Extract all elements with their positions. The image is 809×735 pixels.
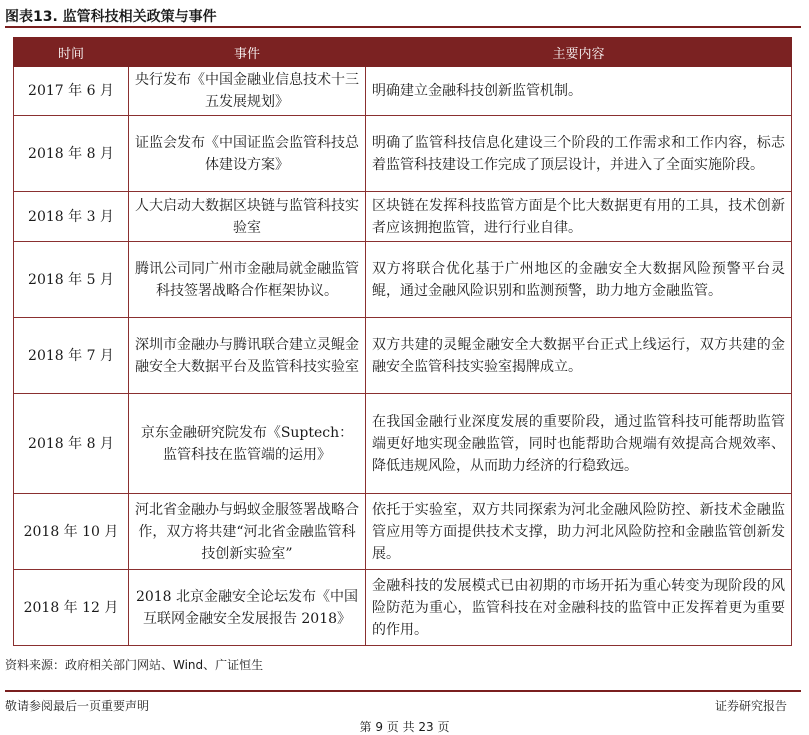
footer-disclaimer: 敬请参阅最后一页重要声明: [5, 699, 150, 713]
cell-time: 2018 年 12 月: [14, 570, 129, 646]
cell-time: 2018 年 3 月: [14, 192, 129, 242]
page-number: 第 9 页 共 23 页: [359, 720, 450, 734]
policy-events-table: [13, 37, 792, 646]
cell-event: 腾讯公司同广州市金融局就金融监管科技签署战略合作框架协议。: [129, 242, 366, 318]
cell-time: 2018 年 5 月: [14, 242, 129, 318]
cell-content: 明确建立金融科技创新监管机制。: [366, 67, 792, 116]
header-event: 事件: [129, 38, 366, 67]
cell-event: 深圳市金融办与腾讯联合建立灵鲲金融安全大数据平台及监管科技实验室: [129, 318, 366, 394]
cell-event: 央行发布《中国金融业信息技术十三五发展规划》: [129, 67, 366, 116]
cell-time: 2018 年 8 月: [14, 116, 129, 192]
table-row: [14, 570, 792, 646]
table-row: [14, 192, 792, 242]
figure-caption: 图表13. 监管科技相关政策与事件: [5, 9, 217, 25]
table-row: [14, 318, 792, 394]
source-note: 资料来源：政府相关部门网站、Wind、广证恒生: [5, 658, 264, 672]
cell-event: 2018 北京金融安全论坛发布《中国互联网金融安全发展报告 2018》: [129, 570, 366, 646]
table-row: [14, 116, 792, 192]
table-row: [14, 67, 792, 116]
header-time: 时间: [14, 38, 129, 67]
table-header-row: [14, 38, 792, 67]
cell-event: 河北省金融办与蚂蚁金服签署战略合作，双方将共建“河北省金融监管科技创新实验室”: [129, 494, 366, 570]
cell-event: 京东金融研究院发布《Suptech：监管科技在监管端的运用》: [129, 394, 366, 494]
cell-time: 2017 年 6 月: [14, 67, 129, 116]
cell-time: 2018 年 7 月: [14, 318, 129, 394]
table-row: [14, 242, 792, 318]
cell-event: 证监会发布《中国证监会监管科技总体建设方案》: [129, 116, 366, 192]
caption-divider: [5, 26, 801, 28]
cell-content: 区块链在发挥科技监管方面是个比大数据更有用的工具，技术创新者应该拥抱监管，进行行业自律。: [366, 192, 792, 242]
cell-content: 双方将联合优化基于广州地区的金融安全大数据风险预警平台灵鲲，通过金融风险识别和监测预警，助力地方金融监管。: [366, 242, 792, 318]
cell-content: 金融科技的发展模式已由初期的市场开拓为重心转变为现阶段的风险防范为重心，监管科技在对金融科技的监管中正发挥着更为重要的作用。: [366, 570, 792, 646]
cell-content: 在我国金融行业深度发展的重要阶段，通过监管科技可能帮助监管端更好地实现金融监管，同时也能帮助合规端有效提高合规效率、降低违规风险，从而助力经济的行稳致远。: [366, 394, 792, 494]
cell-content: 明确了监管科技信息化建设三个阶段的工作需求和工作内容，标志着监管科技建设工作完成了顶层设计，并进入了全面实施阶段。: [366, 116, 792, 192]
footer-divider: [5, 690, 801, 692]
header-content: 主要内容: [366, 38, 792, 67]
footer-report-label: 证券研究报告: [714, 699, 787, 713]
cell-content: 双方共建的灵鲲金融安全大数据平台正式上线运行，双方共建的金融安全监管科技实验室揭牌成立。: [366, 318, 792, 394]
cell-time: 2018 年 10 月: [14, 494, 129, 570]
table-row: [14, 494, 792, 570]
table-row: [14, 394, 792, 494]
cell-content: 依托于实验室，双方共同探索为河北金融风险防控、新技术金融监管应用等方面提供技术支撑，助力河北风险防控和金融监管创新发展。: [366, 494, 792, 570]
cell-time: 2018 年 8 月: [14, 394, 129, 494]
cell-event: 人大启动大数据区块链与监管科技实验室: [129, 192, 366, 242]
